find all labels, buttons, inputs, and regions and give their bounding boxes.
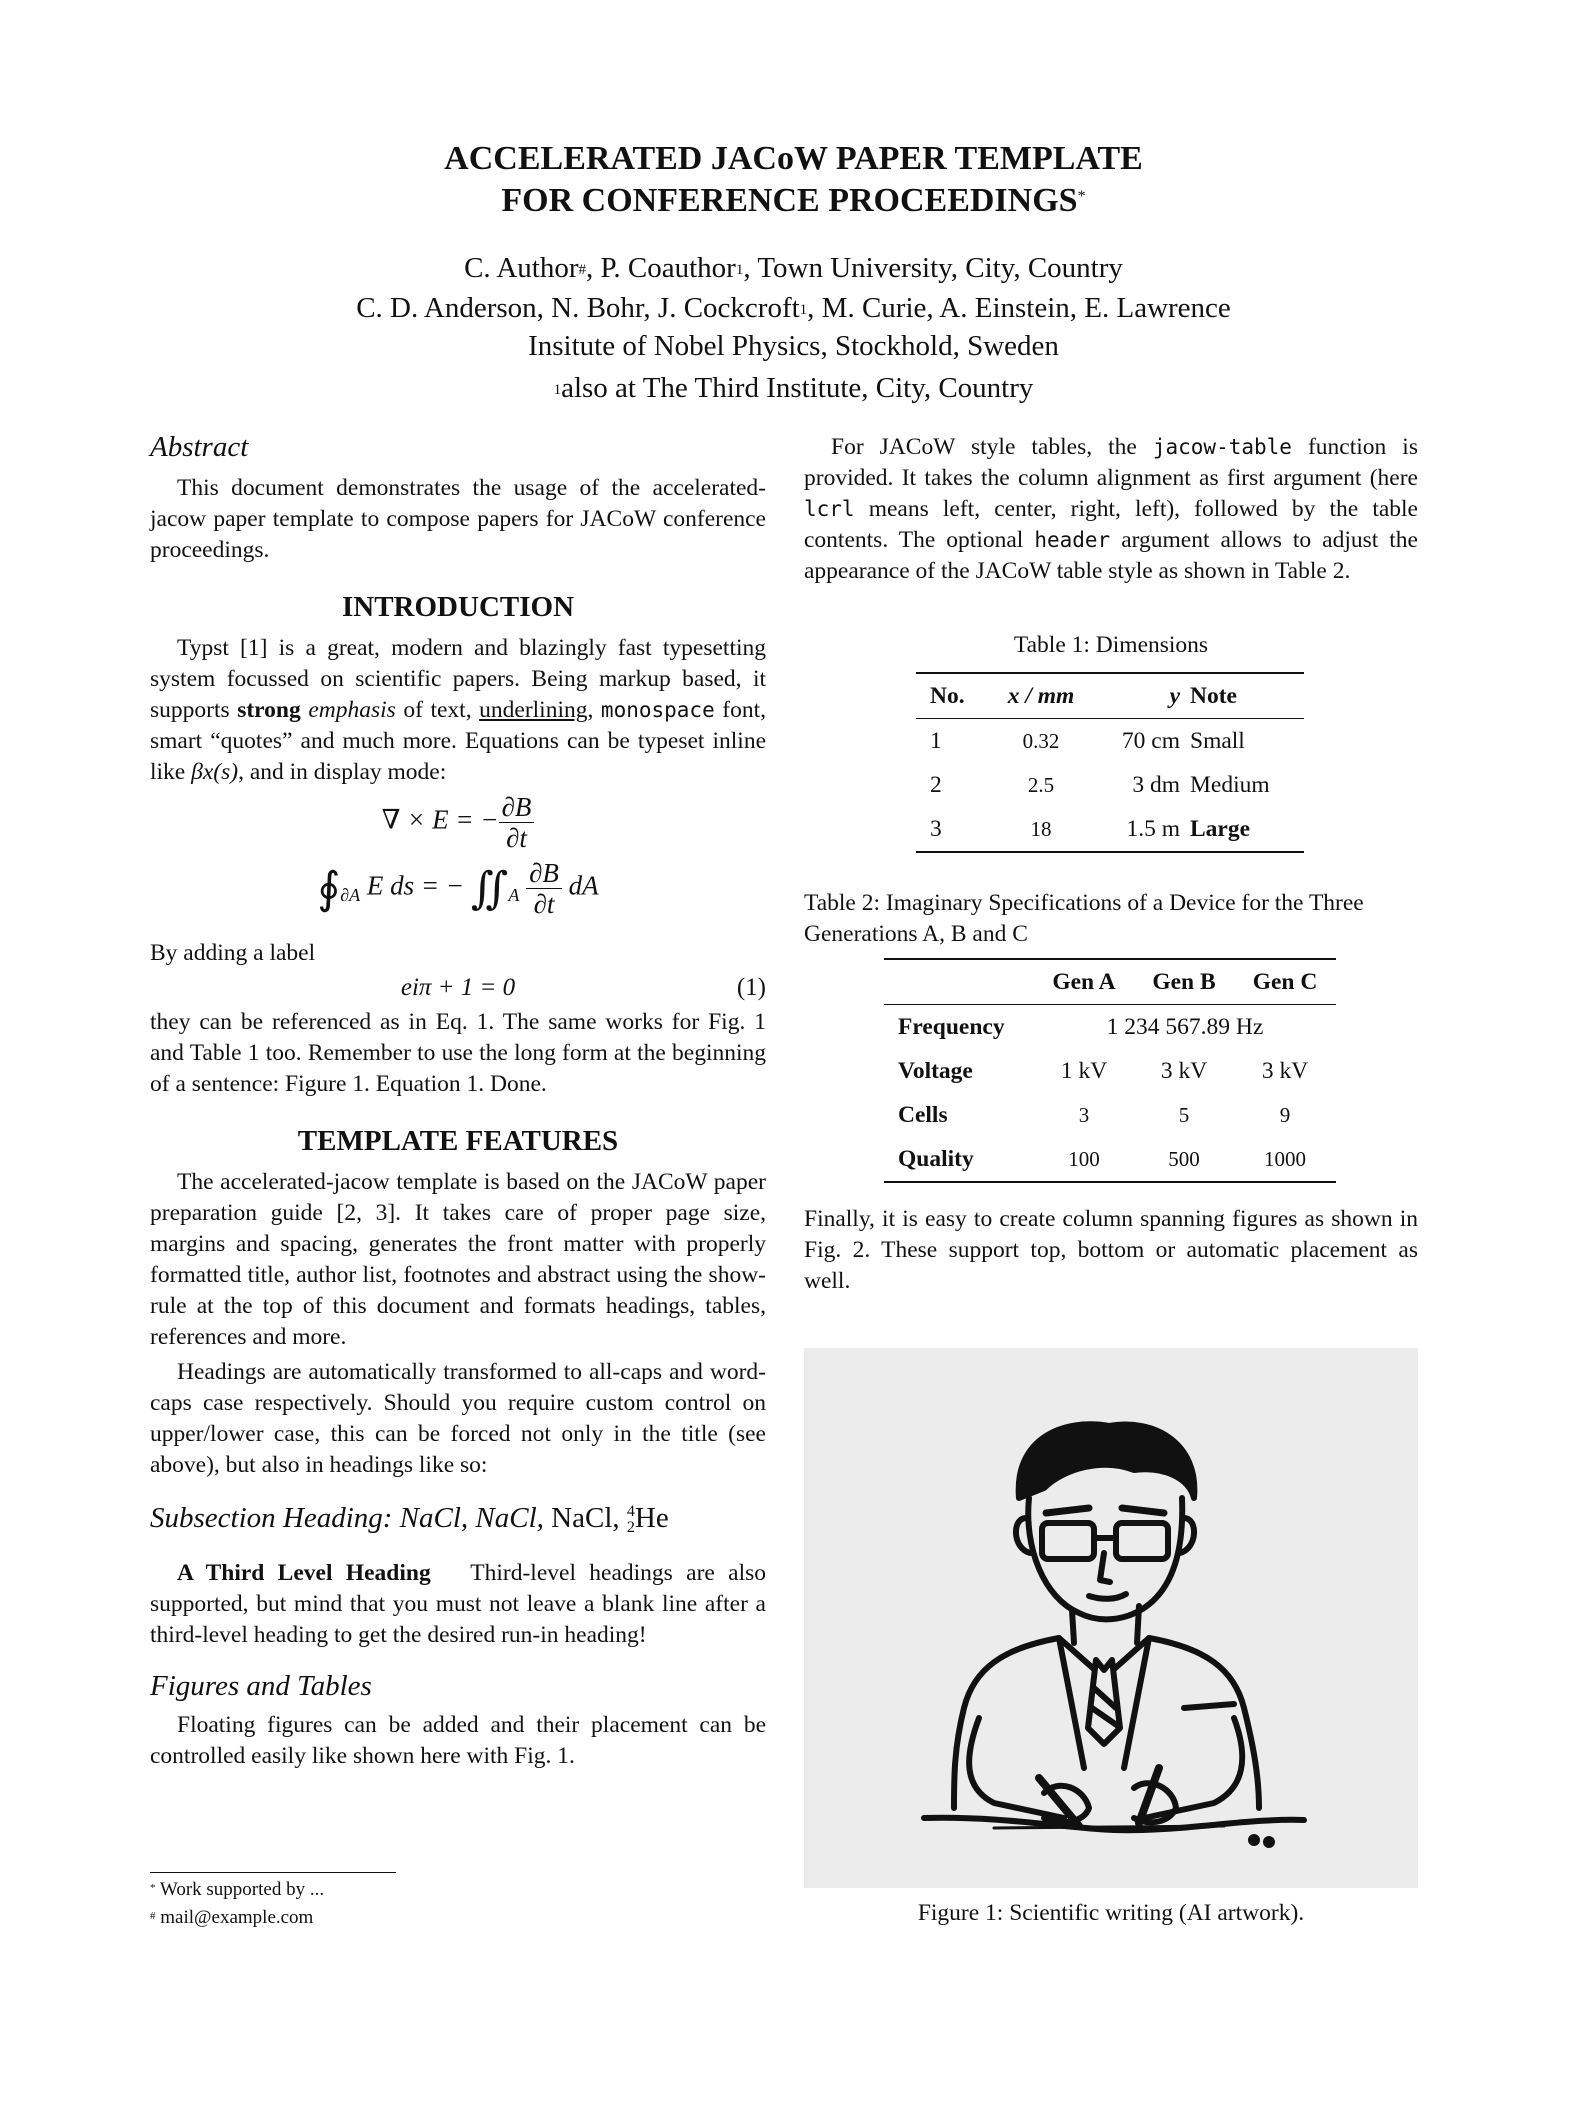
- footnote-2: mail@example.com: [160, 1907, 314, 1928]
- author-line-2b: , M. Curie, A. Einstein, E. Lawrence: [807, 292, 1231, 324]
- figures-tables-text: Floating figures can be added and their placement can be controlled easily like shown here with Fig. 1.: [150, 1712, 766, 1770]
- third-level-paragraph: A Third Level Heading Third-level headings are also supported, but mind that you must not leave a blank line after a third-level heading to get the desired run-in heading!: [150, 1560, 767, 1649]
- footnote-1: Work supported by ...: [159, 1879, 325, 1900]
- strong-text: strong: [237, 697, 301, 723]
- table-1: [916, 672, 1304, 853]
- footnote-rule: [150, 1872, 396, 1873]
- table-1-caption: Table 1: Dimensions: [1013, 632, 1209, 658]
- scientist-illustration: [804, 1348, 1418, 1888]
- double-integral-icon: ∬: [470, 864, 509, 913]
- paper-title: [0, 138, 1587, 222]
- monospace-text: monospace: [600, 698, 715, 722]
- underline-text: underlining: [479, 697, 588, 723]
- author-line-3: Insitute of Nobel Physics, Stockhold, Sweden: [528, 330, 1059, 362]
- table-1-header-row: No. x / mm y Note: [916, 673, 1304, 719]
- left-column: [150, 432, 766, 1772]
- table-row: Quality 100 500 1000: [884, 1137, 1336, 1182]
- third-level-heading: A Third Level Heading: [177, 1560, 431, 1587]
- title-line-2: FOR CONFERENCE PROCEEDINGS: [501, 182, 1078, 219]
- author-line-1a: C. Author: [464, 252, 579, 284]
- right-column: [804, 432, 1418, 587]
- template-features-paragraph-2: Headings are automatically transformed to all-caps and word-caps case respectively. Should you require custom control on upper/lower case, this can be forced not only in the title (see above), but also in headings like so:: [150, 1359, 766, 1478]
- figures-tables-heading: Figures and Tables: [150, 1670, 372, 1703]
- table-row: 3 18 1.5 m Large: [916, 807, 1304, 852]
- template-features-paragraph-1: The accelerated-jacow template is based on the JACoW paper preparation guide [2, 3]. It takes care of proper page size, margins and spacing, generates the front matter with properly formatted title, author list, footnotes and abstract using the show-rule at the top of this document and formats headings, tables, references and more.: [150, 1169, 766, 1350]
- label-text: By adding a label: [150, 940, 316, 966]
- figure-1-image: [804, 1348, 1418, 1888]
- tables-paragraph: For JACoW style tables, the jacow-table function is provided. It takes the column alignment as first argument (here lcrl means left, center, right, left), followed by the table contents. The optional header argument allows to adjust the appearance of the JACoW table style as shown in Table 2.: [804, 434, 1418, 584]
- table-2-caption: Table 2: Imaginary Specifications of a Device for the Three Generations A, B and C: [804, 890, 1364, 947]
- footnotes: * Work supported by ... # mail@example.com: [150, 1879, 325, 1928]
- table-row: 2 2.5 3 dm Medium: [930, 771, 1270, 798]
- title-footnote-mark: *: [1077, 188, 1086, 205]
- author-aff-mark-2: 1: [799, 302, 808, 318]
- title-line-1: ACCELERATED JACoW PAPER TEMPLATE: [444, 140, 1143, 177]
- author-block: [0, 248, 1587, 408]
- author-line-1b: , P. Coauthor: [586, 252, 736, 284]
- table-2: [884, 958, 1336, 1183]
- author-line-2a: C. D. Anderson, N. Bohr, J. Cockcroft: [356, 292, 800, 324]
- table-row: Voltage 1 kV 3 kV 3 kV: [898, 1057, 1309, 1084]
- author-line-1c: , Town University, City, Country: [743, 252, 1123, 284]
- figures-paragraph: Finally, it is easy to create column spanning figures as shown in Fig. 2. These support top, bottom or automatic placement as well.: [804, 1206, 1418, 1294]
- template-features-heading: TEMPLATE FEATURES: [297, 1125, 619, 1157]
- author-aff-mark: 1: [735, 262, 744, 278]
- table-2-header-row: Gen A Gen B Gen C: [884, 959, 1336, 1005]
- contour-integral-icon: ∮: [317, 864, 341, 913]
- subsection-heading: Subsection Heading: NaCl, NaCl, NaCl, 4 2 He: [150, 1502, 669, 1537]
- equation-integral: $∮_{\partial A}$ E ds = − $∬_A$ $\frac{\partial B}{\partial t}$ dA: [317, 858, 599, 919]
- emphasis-text: emphasis: [308, 697, 396, 723]
- figure-1-caption: Figure 1: Scientific writing (AI artwork).: [917, 1900, 1305, 1926]
- inline-math: βx(s): [191, 759, 239, 785]
- equation-curl: ∇ × E = − $\frac{\partial B}{\partial t}$: [150, 792, 766, 858]
- author-hash-mark: #: [578, 262, 586, 278]
- equation-number: (1): [736, 974, 766, 1001]
- equation-euler: eiπ + 1 = 0 (1): [150, 969, 766, 1007]
- table-row: 1 0.32 70 cm Small: [930, 727, 1245, 754]
- table-row: Frequency 1 234 567.89 Hz: [898, 1013, 1264, 1040]
- introduction-paragraph-2: they can be referenced as in Eq. 1. The same works for Fig. 1 and Table 1 too. Remember to use the long form at the beginning of a sentence: Figure 1. Equation 1. Done.: [150, 1009, 766, 1097]
- abstract-heading: Abstract: [150, 431, 249, 463]
- author-line-4: also at The Third Institute, City, Country: [561, 372, 1034, 404]
- table-row: Cells 3 5 9: [898, 1101, 1291, 1128]
- introduction-paragraph-1: Typst [1] is a great, modern and blazingly fast typesetting system focussed on scientific papers. Being markup based, it supports strong emphasis of text, underlining, monospace font, smart “quotes” and much more. Equations can be typeset inline like βx(s), and in display mode:: [150, 635, 766, 785]
- introduction-heading: INTRODUCTION: [341, 591, 575, 623]
- author-aff-mark-3: 1: [553, 382, 562, 398]
- abstract-text: This document demonstrates the usage of the accelerated-jacow paper template to compose papers for JACoW conference proceedings.: [150, 475, 766, 563]
